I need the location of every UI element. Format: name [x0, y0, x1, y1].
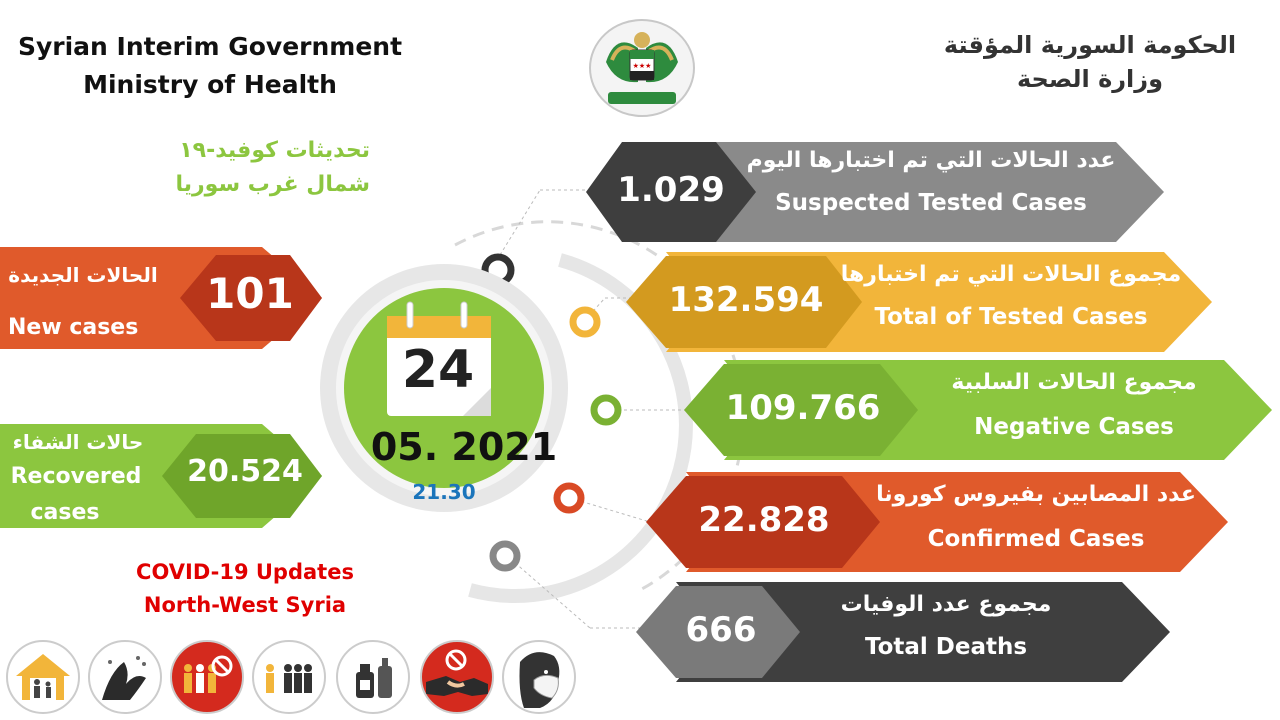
suspected-tested-value: 1.029 — [617, 170, 725, 210]
negative-cases-ar: مجموع الحالات السلبية — [951, 370, 1197, 395]
header-ar-line1: الحكومة السورية المؤقتة — [943, 31, 1237, 59]
total-deaths-value: 666 — [685, 610, 757, 650]
total-deaths-ar: مجموع عدد الوفيات — [840, 592, 1052, 617]
no-gathering-icon — [170, 640, 244, 714]
new-cases-value: 101 — [206, 269, 294, 318]
total-tested-ar: مجموع الحالات التي تم اختبارها — [840, 262, 1182, 287]
covid-updates-english — [120, 556, 370, 622]
suspected-tested-ar: عدد الحالات التي تم اختبارها اليوم — [746, 148, 1116, 173]
calendar-day: 24 — [401, 340, 475, 400]
recovered-card — [0, 424, 322, 528]
new-cases-ar: الحالات الجديدة — [8, 263, 158, 287]
confirmed-cases-en: Confirmed Cases — [927, 526, 1145, 552]
negative-cases-en: Negative Cases — [974, 414, 1174, 440]
recovered-value: 20.524 — [187, 454, 303, 489]
update-time: 21.30 — [412, 480, 476, 504]
confirmed-cases-ar: عدد المصابين بفيروس كورونا — [876, 482, 1196, 507]
subtitle-en-line2: North-West Syria — [143, 593, 347, 617]
new-cases-card — [0, 247, 322, 349]
negative-cases-value: 109.766 — [725, 388, 881, 428]
suspected-tested-banner — [586, 142, 1164, 242]
date-month-year: 05. 2021 — [370, 425, 558, 469]
confirmed-cases-value: 22.828 — [698, 500, 830, 540]
hand-washing-icon — [88, 640, 162, 714]
negative-cases-banner — [684, 360, 1272, 460]
total-tested-value: 132.594 — [668, 280, 824, 320]
no-handshake-icon — [420, 640, 494, 714]
sanitizer-icon — [336, 640, 410, 714]
header-ar-line2: وزارة الصحة — [1016, 65, 1164, 93]
total-deaths-banner — [636, 582, 1170, 682]
recovered-ar: حالات الشفاء — [12, 430, 144, 454]
suspected-tested-en: Suspected Tested Cases — [775, 190, 1087, 216]
total-tested-banner — [626, 252, 1212, 352]
recovered-en-line1: Recovered — [10, 464, 142, 489]
subtitle-ar-line1: تحديثات كوفيد-١٩ — [179, 138, 370, 163]
face-mask-icon — [502, 640, 576, 714]
social-distance-icon — [252, 640, 326, 714]
header-en-line1: Syrian Interim Government — [17, 32, 403, 61]
svg-text:★★★: ★★★ — [632, 62, 652, 70]
subtitle-ar-line2: شمال غرب سوريا — [175, 172, 370, 197]
subtitle-en-line1: COVID-19 Updates — [136, 560, 354, 584]
stay-home-icon — [6, 640, 80, 714]
total-tested-en: Total of Tested Cases — [874, 304, 1148, 330]
new-cases-en: New cases — [8, 315, 139, 340]
confirmed-cases-banner — [646, 472, 1228, 572]
total-deaths-en: Total Deaths — [864, 634, 1028, 660]
header-en-line2: Ministry of Health — [83, 70, 337, 99]
recovered-en-line2: cases — [30, 500, 100, 525]
